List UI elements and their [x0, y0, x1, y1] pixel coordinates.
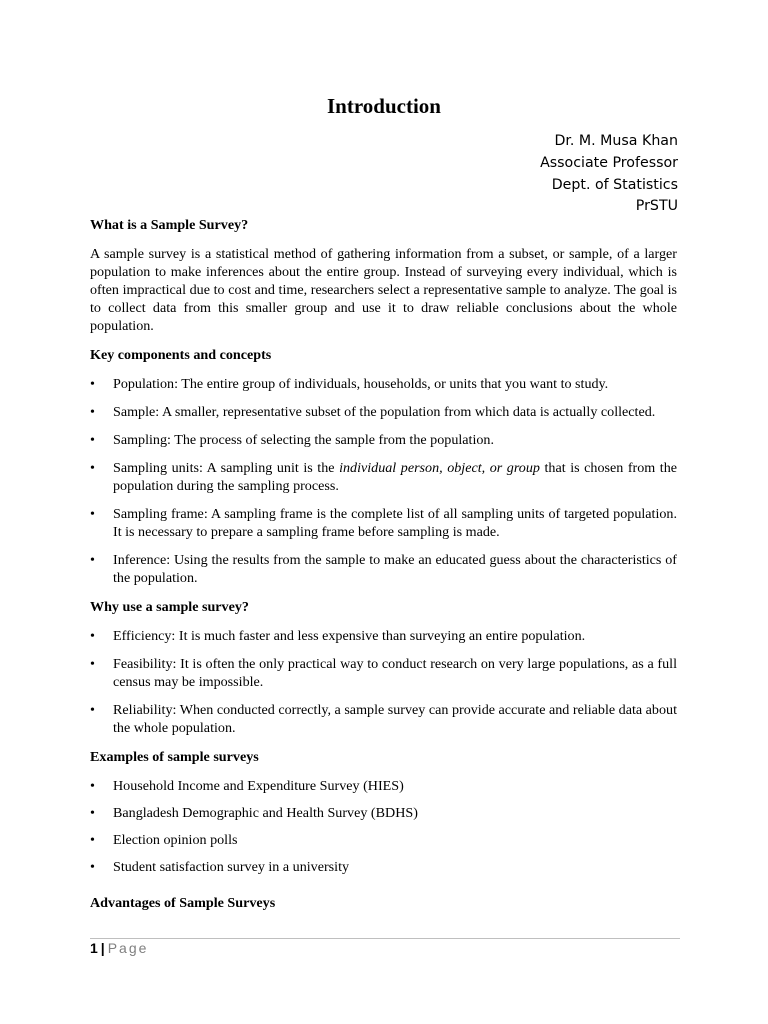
- item-text: that is chosen from the population during the sampling process.: [113, 460, 677, 494]
- bullet-icon: •: [90, 702, 95, 718]
- list-item-inference: [90, 551, 677, 587]
- bullet-icon: •: [90, 628, 95, 644]
- why-list: [90, 627, 677, 737]
- item-term: Sampling units:: [113, 460, 203, 476]
- section-heading-what: What is a Sample Survey?: [90, 217, 249, 233]
- footer-separator: |: [100, 940, 105, 956]
- item-text: Bangladesh Demographic and Health Survey (BDHS): [113, 805, 418, 821]
- page-label: Page: [107, 940, 149, 956]
- list-item-example: [90, 858, 677, 876]
- item-term: Population:: [113, 376, 178, 392]
- bullet-icon: •: [90, 460, 95, 476]
- item-term: Efficiency:: [113, 628, 176, 644]
- item-term: Sampling:: [113, 432, 171, 448]
- item-text: A sampling frame is the complete list of all sampling units of targeted population. It is necessary to prepare a sampling frame before sampling is made.: [113, 506, 677, 540]
- footer-divider: [90, 938, 680, 939]
- item-text: Student satisfaction survey in a university: [113, 859, 350, 875]
- item-text: When conducted correctly, a sample survey can provide accurate and reliable data about the whole population.: [113, 702, 677, 736]
- list-item-population: [90, 375, 677, 393]
- item-text: Using the results from the sample to make an educated guess about the characteristics of the population.: [113, 552, 677, 586]
- item-text: Election opinion polls: [113, 832, 238, 848]
- author-position: Associate Professor: [540, 154, 678, 171]
- item-term: Sample:: [113, 404, 160, 420]
- item-term: Inference:: [113, 552, 171, 568]
- list-item-sampling: [90, 431, 677, 449]
- list-item-sample: [90, 403, 677, 421]
- page-number: 1: [90, 940, 98, 956]
- item-term: Reliability:: [113, 702, 177, 718]
- list-item-feasibility: [90, 655, 677, 691]
- author-name: Dr. M. Musa Khan: [554, 133, 678, 149]
- item-text: Household Income and Expenditure Survey (HIES): [113, 778, 404, 794]
- author-department: Dept. of Statistics: [551, 176, 678, 193]
- bullet-icon: •: [90, 376, 95, 392]
- author-block: [540, 131, 678, 218]
- page-title: Introduction: [327, 94, 441, 118]
- page-footer: [90, 940, 148, 956]
- item-text: A smaller, representative subset of the population from which data is actually collected.: [159, 404, 656, 420]
- list-item-sampling-frame: [90, 505, 677, 541]
- bullet-icon: •: [90, 432, 95, 448]
- item-text: A sampling unit is the: [202, 460, 340, 476]
- list-item-example: [90, 804, 677, 822]
- item-text: The process of selecting the sample from the population.: [170, 432, 494, 448]
- item-term: Feasibility:: [113, 656, 177, 672]
- section-heading-examples: Examples of sample surveys: [90, 749, 259, 765]
- item-emphasis: individual person, object, or group: [339, 460, 540, 476]
- key-components-list: [90, 375, 677, 587]
- section-heading-why: Why use a sample survey?: [90, 599, 249, 615]
- bullet-icon: •: [90, 404, 95, 420]
- bullet-icon: •: [90, 859, 95, 875]
- bullet-icon: •: [90, 552, 95, 568]
- bullet-icon: •: [90, 805, 95, 821]
- document-body: [90, 216, 677, 923]
- bullet-icon: •: [90, 832, 95, 848]
- item-text: It is often the only practical way to conduct research on very large populations, as a full census may be impossible.: [113, 656, 677, 690]
- bullet-icon: •: [90, 656, 95, 672]
- section-heading-key: Key components and concepts: [90, 347, 272, 363]
- list-item-example: [90, 777, 677, 795]
- list-item-reliability: [90, 701, 677, 737]
- section-heading-advantages: Advantages of Sample Surveys: [90, 895, 276, 911]
- list-item-sampling-units: [90, 459, 677, 495]
- item-text: The entire group of individuals, households, or units that you want to study.: [178, 376, 609, 392]
- examples-list: [90, 777, 677, 876]
- item-text: It is much faster and less expensive than surveying an entire population.: [175, 628, 586, 644]
- list-item-example: [90, 831, 677, 849]
- author-institution: PrSTU: [635, 198, 678, 215]
- bullet-icon: •: [90, 506, 95, 522]
- bullet-icon: •: [90, 778, 95, 794]
- item-term: Sampling frame:: [113, 506, 208, 522]
- list-item-efficiency: [90, 627, 677, 645]
- paragraph-what: A sample survey is a statistical method of gathering information from a subset, or sample, of a larger population to make inferences about the entire group. Instead of surveying every individual, which is often impractical due to cost and time, researchers select a representative sample to analyze. The goal is to collect data from this smaller group and use it to draw reliable conclusions about the whole population.: [90, 246, 677, 334]
